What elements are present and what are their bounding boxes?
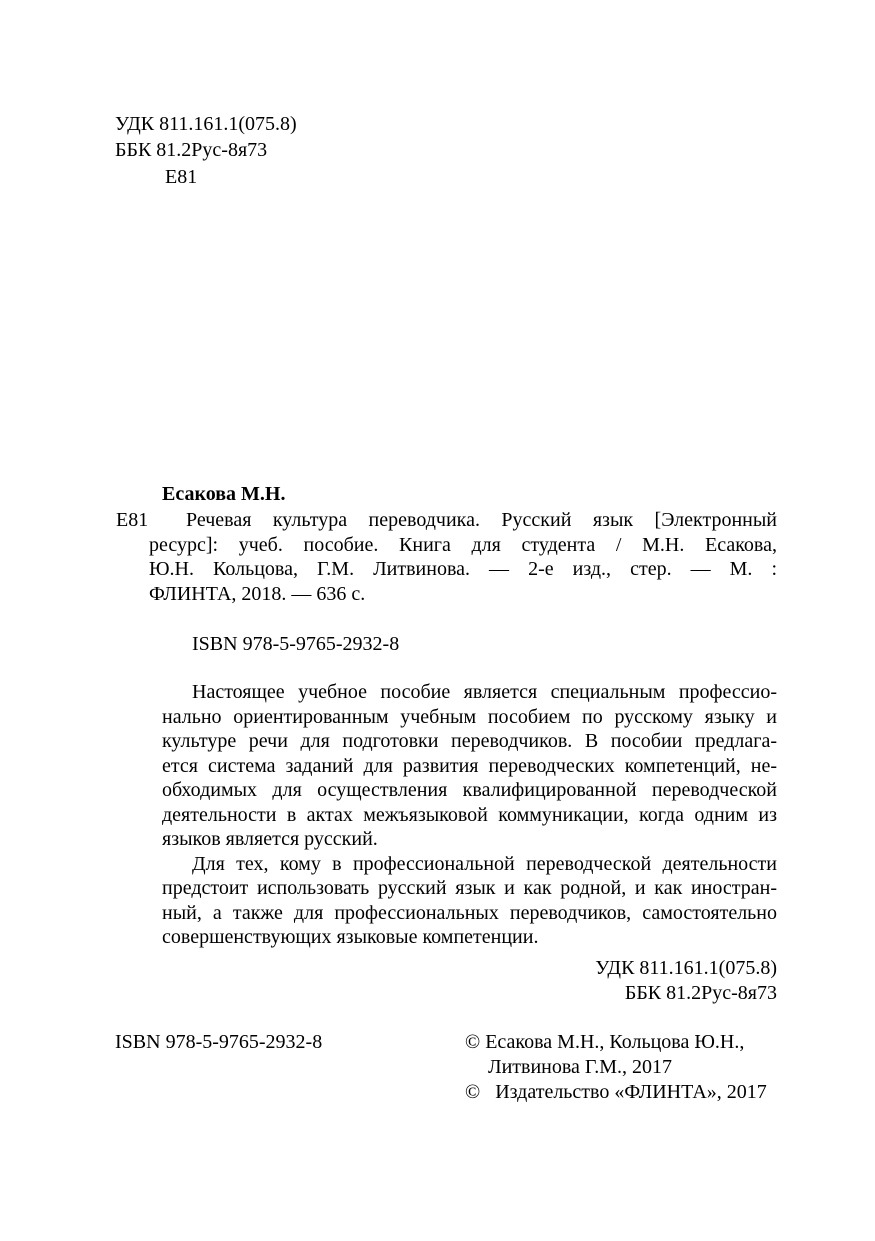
annotation-line: деятельности в актах межъязыковой коммуникации, когда одним из <box>162 803 777 826</box>
bibliographic-description <box>149 508 777 606</box>
record-code: Е81 <box>116 509 149 531</box>
annotation-line: ется система заданий для развития переводческих компетенций, не- <box>162 754 777 777</box>
annotation-line: совершенствующих языковые компетенции. <box>162 926 539 948</box>
description-line: ФЛИНТА, 2018. — 636 с. <box>149 582 366 605</box>
author-name: Есакова М.Н. <box>162 483 286 505</box>
isbn-record: ISBN 978-5-9765-2932-8 <box>192 633 400 655</box>
description-line: Речевая культура переводчика. Русский язык [Электронный <box>186 509 777 531</box>
bbk-classification: ББК 81.2Рус-8я73 <box>115 139 268 161</box>
description-line: Ю.Н. Кольцова, Г.М. Литвинова. — 2-е изд., стер. — М. : <box>149 558 777 580</box>
copyright-publisher: © Издательство «ФЛИНТА», 2017 <box>465 1081 767 1103</box>
annotation-bbk: ББК 81.2Рус-8я73 <box>624 982 777 1004</box>
annotation-line: обходимых для осуществления квалифицированной переводческой <box>162 779 777 801</box>
annotation-line: языков является русский. <box>162 828 378 850</box>
author-code: Е81 <box>165 166 198 188</box>
annotation-line: культуре речи для подготовки переводчиков. В пособии предлага- <box>162 730 777 752</box>
description-line: ресурс]: учеб. пособие. Книга для студента / М.Н. Есакова, <box>149 533 777 556</box>
annotation-line: нально ориентированным учебным пособием по русскому языку и <box>162 705 777 728</box>
annotation-line: Для тех, кому в профессиональной переводческой деятельности <box>192 852 777 875</box>
copyright-authors: © Есакова М.Н., Кольцова Ю.Н., <box>465 1031 745 1053</box>
annotation-line: Настоящее учебное пособие является специальным профессио- <box>192 681 777 703</box>
annotation-udk: УДК 811.161.1(075.8) <box>595 957 777 979</box>
annotation <box>162 680 777 950</box>
copyright-authors-continued: Литвинова Г.М., 2017 <box>488 1056 673 1078</box>
annotation-line: ный, а также для профессиональных переводчиков, самостоятельно <box>162 901 777 924</box>
annotation-line: предстоит использовать русский язык и как родной, и как иностран- <box>162 877 777 899</box>
isbn-footer: ISBN 978-5-9765-2932-8 <box>115 1031 323 1053</box>
udk-classification: УДК 811.161.1(075.8) <box>115 113 297 135</box>
